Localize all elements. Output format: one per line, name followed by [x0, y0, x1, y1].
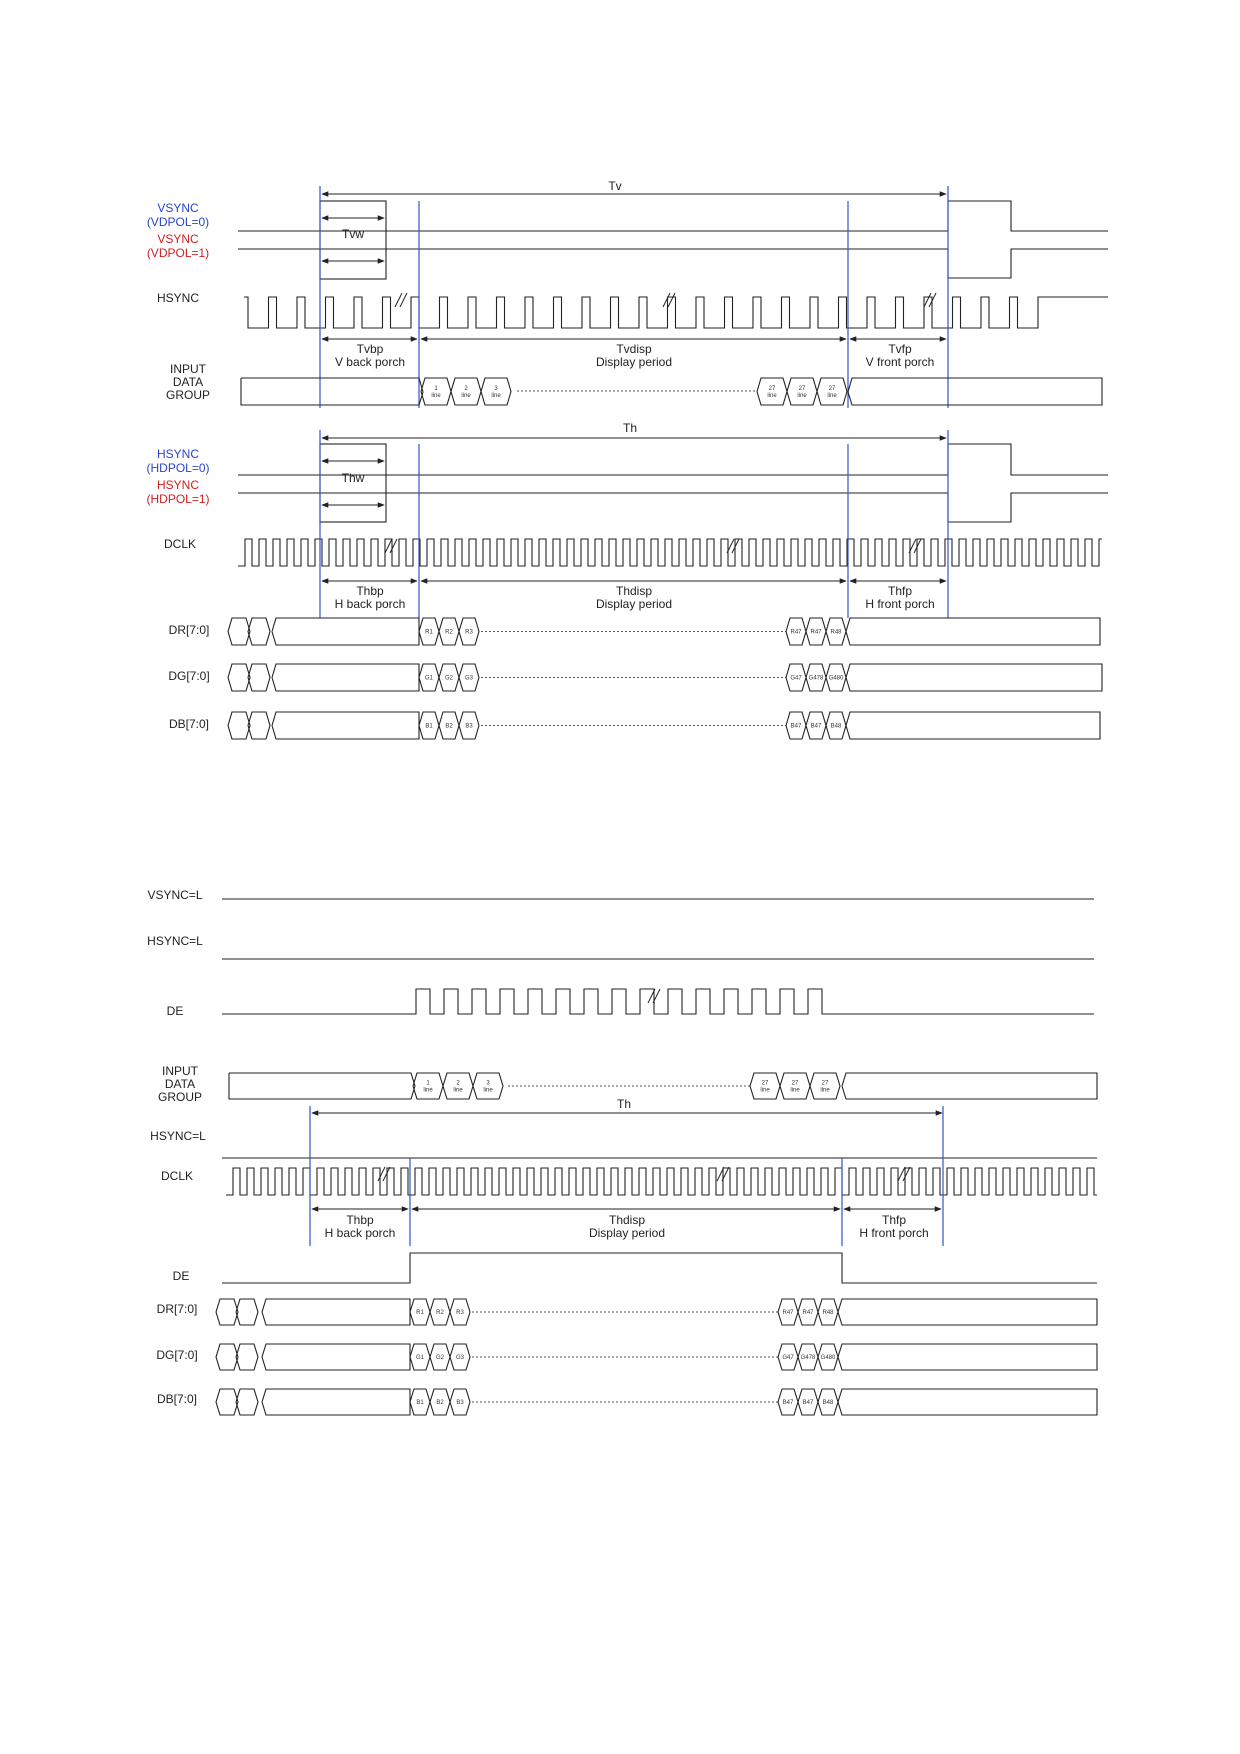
input-data-group-label-1b: INPUT — [162, 1064, 198, 1078]
dg-cell-b-last-2 — [798, 1344, 818, 1370]
db-cell-b-first-2 — [430, 1389, 450, 1415]
thbp-label: Thbp — [356, 584, 384, 598]
vsync-vdpol1-label: VSYNC — [157, 232, 199, 246]
svg-text:R47: R47 — [802, 1310, 814, 1316]
db-cell-b-lead-2 — [236, 1389, 258, 1415]
hsync-hdpol1-sublabel: (HDPOL=1) — [146, 492, 210, 506]
db-bus — [228, 712, 1100, 739]
line-cell-last-b-2 — [780, 1073, 810, 1099]
db-cell-last-1 — [786, 712, 806, 739]
thfp-label-b: Thfp — [881, 1213, 907, 1227]
tvbp-sublabel: V back porch — [334, 355, 406, 369]
dclk-break-marks-b — [378, 1167, 910, 1181]
db-cell-b-last-3 — [818, 1389, 838, 1415]
dg-cell-first-2 — [439, 664, 459, 691]
input-data-group-bus — [241, 378, 1102, 405]
de-mode-timing-diagram — [147, 888, 1097, 1415]
svg-text:B47: B47 — [810, 723, 822, 730]
svg-text:G1: G1 — [424, 675, 434, 682]
db-cell-first-2 — [439, 712, 459, 739]
svg-text:R2: R2 — [445, 629, 453, 636]
svg-text:G47: G47 — [782, 1355, 794, 1361]
db-cell-last-3 — [826, 712, 846, 739]
svg-text:G3: G3 — [464, 675, 474, 682]
svg-text:G478: G478 — [800, 1355, 816, 1361]
dr-cell-lead-1 — [228, 618, 250, 645]
de-label-b: DE — [172, 1269, 190, 1283]
svg-text:G480: G480 — [820, 1355, 836, 1361]
svg-text:R48: R48 — [830, 629, 842, 636]
svg-text:G1: G1 — [415, 1355, 425, 1361]
svg-text:line: line — [431, 393, 441, 399]
svg-text:B47: B47 — [790, 723, 802, 730]
de-waveform-b — [222, 1253, 1097, 1283]
vsync-vdpol1-sublabel: (VDPOL=1) — [146, 246, 210, 260]
svg-text:line: line — [491, 393, 501, 399]
db-cell-last-2 — [806, 712, 826, 739]
horizontal-timing-diagram — [146, 421, 1108, 739]
svg-text:2: 2 — [456, 1080, 460, 1087]
dr-cell-b-lead-1 — [216, 1299, 238, 1325]
hsync-hdpol1-label: HSYNC — [156, 478, 200, 492]
dg-cell-lead-1 — [228, 664, 250, 691]
hsync-label: HSYNC — [156, 291, 200, 305]
tvfp-label: Tvfp — [888, 342, 912, 356]
tvfp-sublabel: V front porch — [865, 355, 935, 369]
svg-text:R47: R47 — [810, 629, 822, 636]
input-data-group-bus-b — [229, 1073, 1097, 1099]
dr-cell-b-last-1 — [778, 1299, 798, 1325]
thdisp-label: Thdisp — [615, 584, 653, 598]
dr-cell-last-2 — [806, 618, 826, 645]
svg-text:G480: G480 — [828, 675, 844, 682]
svg-text:G2: G2 — [435, 1355, 445, 1361]
thw-label: Thw — [341, 471, 365, 485]
de-label: DE — [166, 1004, 184, 1018]
dr-cell-lead-2 — [248, 618, 270, 645]
svg-text:27: 27 — [761, 1080, 769, 1087]
hsync-pol1-waveform — [238, 493, 1108, 522]
db-cell-first-3 — [459, 712, 479, 739]
svg-text:line: line — [790, 1087, 800, 1094]
dclk-break-marks — [385, 539, 921, 553]
dclk-label: DCLK — [163, 537, 197, 551]
thbp-label-b: Thbp — [346, 1213, 374, 1227]
dr-cell-b-first-3 — [450, 1299, 470, 1325]
dg-cell-last-3 — [826, 664, 846, 691]
dg-cell-first-1 — [419, 664, 439, 691]
svg-text:line: line — [767, 393, 777, 399]
dr-cell-b-lead-2 — [236, 1299, 258, 1325]
tvdisp-label: Tvdisp — [616, 342, 652, 356]
svg-text:27: 27 — [791, 1080, 799, 1087]
svg-text:B47: B47 — [782, 1400, 794, 1406]
line-cell-last-1 — [757, 378, 787, 405]
tvbp-label: Tvbp — [356, 342, 384, 356]
svg-text:line: line — [820, 1087, 830, 1094]
dg-cell-b-last-3 — [818, 1344, 838, 1370]
db-cell-lead-2 — [248, 712, 270, 739]
dg-cell-first-3 — [459, 664, 479, 691]
hsync-hdpol0-label: HSYNC — [156, 447, 200, 461]
thdisp-label-b: Thdisp — [608, 1213, 646, 1227]
dclk-label-b: DCLK — [160, 1169, 194, 1183]
svg-text:B3: B3 — [456, 1400, 464, 1406]
dr-bus-b — [216, 1299, 1097, 1325]
svg-text:1: 1 — [426, 1080, 430, 1087]
svg-text:B2: B2 — [436, 1400, 444, 1406]
svg-text:27: 27 — [798, 386, 806, 392]
db-cell-b-lead-1 — [216, 1389, 238, 1415]
svg-text:27: 27 — [828, 386, 836, 392]
vsync-l-label: VSYNC=L — [147, 888, 203, 902]
dr-cell-last-1 — [786, 618, 806, 645]
dr-cell-b-first-1 — [410, 1299, 430, 1325]
svg-text:R2: R2 — [436, 1310, 444, 1316]
svg-text:B1: B1 — [416, 1400, 424, 1406]
input-data-group-label-2: DATA — [172, 375, 204, 389]
svg-text:G3: G3 — [455, 1355, 465, 1361]
input-data-group-label-3b: GROUP — [157, 1090, 203, 1104]
svg-text:R47: R47 — [782, 1310, 794, 1316]
svg-text:line: line — [453, 1087, 463, 1094]
dr-cell-b-first-2 — [430, 1299, 450, 1325]
svg-text:27: 27 — [768, 386, 776, 392]
dr-label: DR[7:0] — [168, 623, 210, 637]
db-cell-b-last-1 — [778, 1389, 798, 1415]
svg-text:R3: R3 — [456, 1310, 464, 1316]
dg-cell-lead-2 — [248, 664, 270, 691]
svg-text:3: 3 — [494, 386, 498, 392]
dr-cell-last-3 — [826, 618, 846, 645]
th-label: Th — [622, 421, 638, 435]
tv-label: Tv — [608, 179, 622, 193]
svg-text:R48: R48 — [822, 1310, 834, 1316]
dr-cell-first-3 — [459, 618, 479, 645]
svg-text:line: line — [827, 393, 837, 399]
db-label: DB[7:0] — [168, 717, 210, 731]
dr-cell-b-last-2 — [798, 1299, 818, 1325]
svg-text:R1: R1 — [425, 629, 433, 636]
dg-cell-b-first-3 — [450, 1344, 470, 1370]
dr-label-b: DR[7:0] — [156, 1302, 198, 1316]
db-label-b: DB[7:0] — [156, 1392, 198, 1406]
line-cell-last-3 — [817, 378, 847, 405]
svg-text:line: line — [461, 393, 471, 399]
dr-cell-first-2 — [439, 618, 459, 645]
hsync-hdpol0-sublabel: (HDPOL=0) — [146, 461, 210, 475]
dg-bus — [228, 664, 1102, 691]
thfp-sublabel: H front porch — [865, 597, 935, 611]
line-cell-last-b-3 — [810, 1073, 840, 1099]
svg-text:line: line — [760, 1087, 770, 1094]
input-data-group-label-1: INPUT — [170, 362, 206, 376]
thdisp-sublabel: Display period — [595, 597, 673, 611]
dr-cell-b-last-3 — [818, 1299, 838, 1325]
svg-text:B2: B2 — [445, 723, 453, 730]
svg-text:2: 2 — [464, 386, 468, 392]
svg-text:G478: G478 — [808, 675, 824, 682]
line-cell-last-b-1 — [750, 1073, 780, 1099]
svg-text:B47: B47 — [802, 1400, 814, 1406]
svg-text:R47: R47 — [790, 629, 802, 636]
dg-cell-b-lead-2 — [236, 1344, 258, 1370]
thbp-sublabel-b: H back porch — [324, 1226, 396, 1240]
dg-bus-b — [216, 1344, 1097, 1370]
db-cell-lead-1 — [228, 712, 250, 739]
thbp-sublabel: H back porch — [334, 597, 406, 611]
db-cell-first-1 — [419, 712, 439, 739]
svg-text:line: line — [423, 1087, 433, 1094]
line-cell-first-1 — [421, 378, 451, 405]
dg-cell-b-lead-1 — [216, 1344, 238, 1370]
hsync-l-label: HSYNC=L — [147, 934, 203, 948]
line-cell-first-b-1 — [413, 1073, 443, 1099]
db-cell-b-first-1 — [410, 1389, 430, 1415]
dclk-waveform-b — [226, 1168, 1097, 1195]
svg-text:R3: R3 — [465, 629, 473, 636]
dr-bus — [228, 618, 1100, 645]
svg-text:B1: B1 — [425, 723, 433, 730]
line-cell-first-3 — [481, 378, 511, 405]
vsync-vdpol0-label: VSYNC — [157, 201, 199, 215]
vsync-pol1-waveform — [238, 249, 1108, 278]
dg-cell-last-2 — [806, 664, 826, 691]
vsync-pol0-waveform — [238, 201, 1108, 231]
dr-cell-first-1 — [419, 618, 439, 645]
thdisp-sublabel-b: Display period — [588, 1226, 666, 1240]
dg-label-b: DG[7:0] — [156, 1348, 198, 1362]
dg-cell-b-first-2 — [430, 1344, 450, 1370]
vsync-vdpol0-sublabel: (VDPOL=0) — [146, 215, 210, 229]
svg-text:G47: G47 — [790, 675, 802, 682]
line-cell-first-b-2 — [443, 1073, 473, 1099]
svg-text:B3: B3 — [465, 723, 473, 730]
thfp-sublabel-b: H front porch — [859, 1226, 929, 1240]
dg-cell-b-last-1 — [778, 1344, 798, 1370]
vertical-timing-diagram — [147, 179, 1108, 408]
dclk-waveform — [238, 539, 1102, 566]
svg-text:27: 27 — [821, 1080, 829, 1087]
db-bus-b — [216, 1389, 1097, 1415]
svg-text:line: line — [483, 1087, 493, 1094]
svg-text:G2: G2 — [444, 675, 454, 682]
hsync-l-label-b: HSYNC=L — [150, 1129, 206, 1143]
svg-text:B48: B48 — [830, 723, 842, 730]
svg-text:3: 3 — [486, 1080, 490, 1087]
th-label-b: Th — [616, 1097, 632, 1111]
hsync-waveform — [244, 297, 1108, 328]
svg-text:R1: R1 — [416, 1310, 424, 1316]
line-cell-first-2 — [451, 378, 481, 405]
svg-text:1: 1 — [434, 386, 438, 392]
db-cell-b-last-2 — [798, 1389, 818, 1415]
line-cell-last-2 — [787, 378, 817, 405]
input-data-group-label-3: GROUP — [165, 388, 211, 402]
db-cell-b-first-3 — [450, 1389, 470, 1415]
hsync-pol0-waveform — [238, 444, 1108, 475]
line-cell-first-b-3 — [473, 1073, 503, 1099]
tvdisp-sublabel: Display period — [595, 355, 673, 369]
svg-text:line: line — [797, 393, 807, 399]
tvw-label: Tvw — [342, 227, 364, 241]
dg-cell-b-first-1 — [410, 1344, 430, 1370]
svg-text:B48: B48 — [822, 1400, 834, 1406]
thfp-label: Thfp — [887, 584, 913, 598]
dg-cell-last-1 — [786, 664, 806, 691]
input-data-group-label-2b: DATA — [164, 1077, 196, 1091]
dg-label: DG[7:0] — [168, 669, 210, 683]
